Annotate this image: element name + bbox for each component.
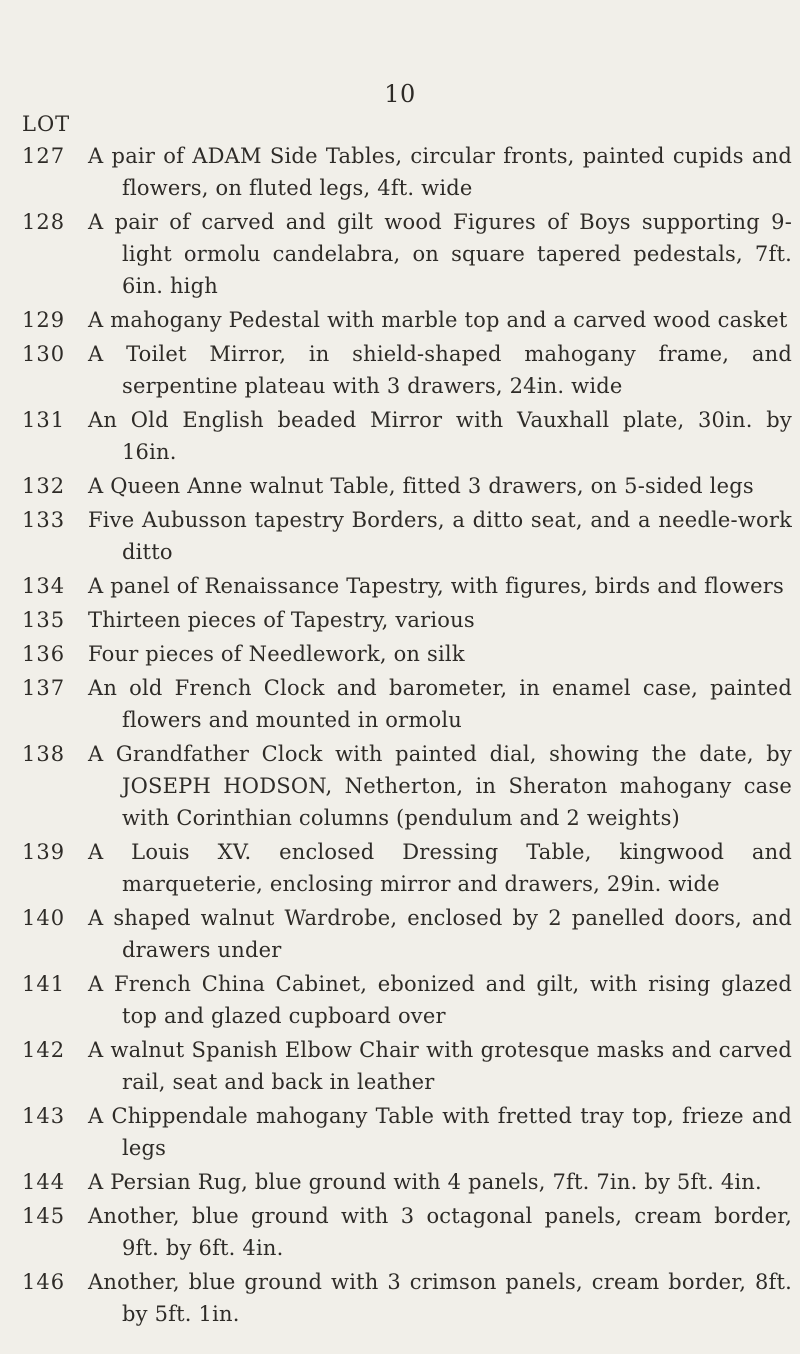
lot-entry [22,1100,792,1164]
lot-number: 136 [22,642,66,666]
lot-number: 133 [22,508,66,532]
lot-number: 130 [22,342,66,366]
lot-description: A Grandfather Clock with painted dial, showing the date, by JOSEPH HODSON, Netherton, in Sheraton mahogany case with Corinthian columns (pendulum and 2 weights) [88,742,792,830]
lot-number: 129 [22,308,66,332]
lot-entry [22,1200,792,1264]
lot-entry [22,1034,792,1098]
lot-description: A Louis XV. enclosed Dressing Table, kingwood and marqueterie, enclosing mirror and drawers, 29in. wide [88,840,792,896]
lot-description: A Toilet Mirror, in shield-shaped mahogany frame, and serpentine plateau with 3 drawers, 24in. wide [88,342,792,398]
lot-entry [22,470,792,502]
lot-entry [22,338,792,402]
lot-description: A panel of Renaissance Tapestry, with figures, birds and flowers [88,574,784,598]
lot-entry [22,1166,792,1198]
page-number: 10 [384,80,416,108]
lot-description: Thirteen pieces of Tapestry, various [88,608,475,632]
lot-description: A Persian Rug, blue ground with 4 panels, 7ft. 7in. by 5ft. 4in. [88,1170,762,1194]
lot-number: 128 [22,210,66,234]
lot-number: 143 [22,1104,66,1128]
lot-number: 144 [22,1170,66,1194]
lot-description: A pair of carved and gilt wood Figures of Boys supporting 9-light ormolu candelabra, on square tapered pedestals, 7ft. 6in. high [88,210,792,298]
lot-description: A shaped walnut Wardrobe, enclosed by 2 panelled doors, and drawers under [88,906,792,962]
lot-description: A mahogany Pedestal with marble top and a carved wood casket [88,308,788,332]
lot-entry [22,206,792,302]
lot-number: 132 [22,474,66,498]
lot-column-heading: LOT [22,112,71,136]
lot-number: 141 [22,972,66,996]
lot-description: Another, blue ground with 3 octagonal panels, cream border, 9ft. by 6ft. 4in. [88,1204,792,1260]
lot-entry [22,638,792,670]
lot-entry [22,304,792,336]
lot-entry [22,968,792,1032]
lot-entry [22,672,792,736]
lot-number: 135 [22,608,66,632]
lot-number: 142 [22,1038,66,1062]
lot-description: An old French Clock and barometer, in enamel case, painted flowers and mounted in ormolu [88,676,792,732]
lot-number: 140 [22,906,66,930]
lot-entry [22,140,792,204]
lot-number: 127 [22,144,66,168]
lot-number: 138 [22,742,66,766]
lot-description: Four pieces of Needlework, on silk [88,642,465,666]
lot-list [22,140,792,1332]
lot-entry [22,902,792,966]
lot-description: A Queen Anne walnut Table, fitted 3 drawers, on 5-sided legs [88,474,754,498]
lot-number: 131 [22,408,66,432]
lot-number: 146 [22,1270,66,1294]
lot-number: 137 [22,676,66,700]
lot-number: 145 [22,1204,66,1228]
lot-entry [22,570,792,602]
lot-entry [22,738,792,834]
lot-entry [22,504,792,568]
lot-description: Five Aubusson tapestry Borders, a ditto seat, and a needle-work ditto [88,508,792,564]
lot-description: Another, blue ground with 3 crimson panels, cream border, 8ft. by 5ft. 1in. [88,1270,792,1326]
lot-entry [22,404,792,468]
lot-description: An Old English beaded Mirror with Vauxhall plate, 30in. by 16in. [88,408,792,464]
lot-description: A French China Cabinet, ebonized and gilt, with rising glazed top and glazed cupboard over [88,972,792,1028]
lot-number: 134 [22,574,66,598]
lot-description: A walnut Spanish Elbow Chair with grotesque masks and carved rail, seat and back in leather [88,1038,792,1094]
lot-number: 139 [22,840,66,864]
lot-description: A pair of ADAM Side Tables, circular fronts, painted cupids and flowers, on fluted legs, 4ft. wide [88,144,792,200]
lot-entry [22,1266,792,1330]
lot-entry [22,836,792,900]
lot-description: A Chippendale mahogany Table with fretted tray top, frieze and legs [88,1104,792,1160]
lot-entry [22,604,792,636]
